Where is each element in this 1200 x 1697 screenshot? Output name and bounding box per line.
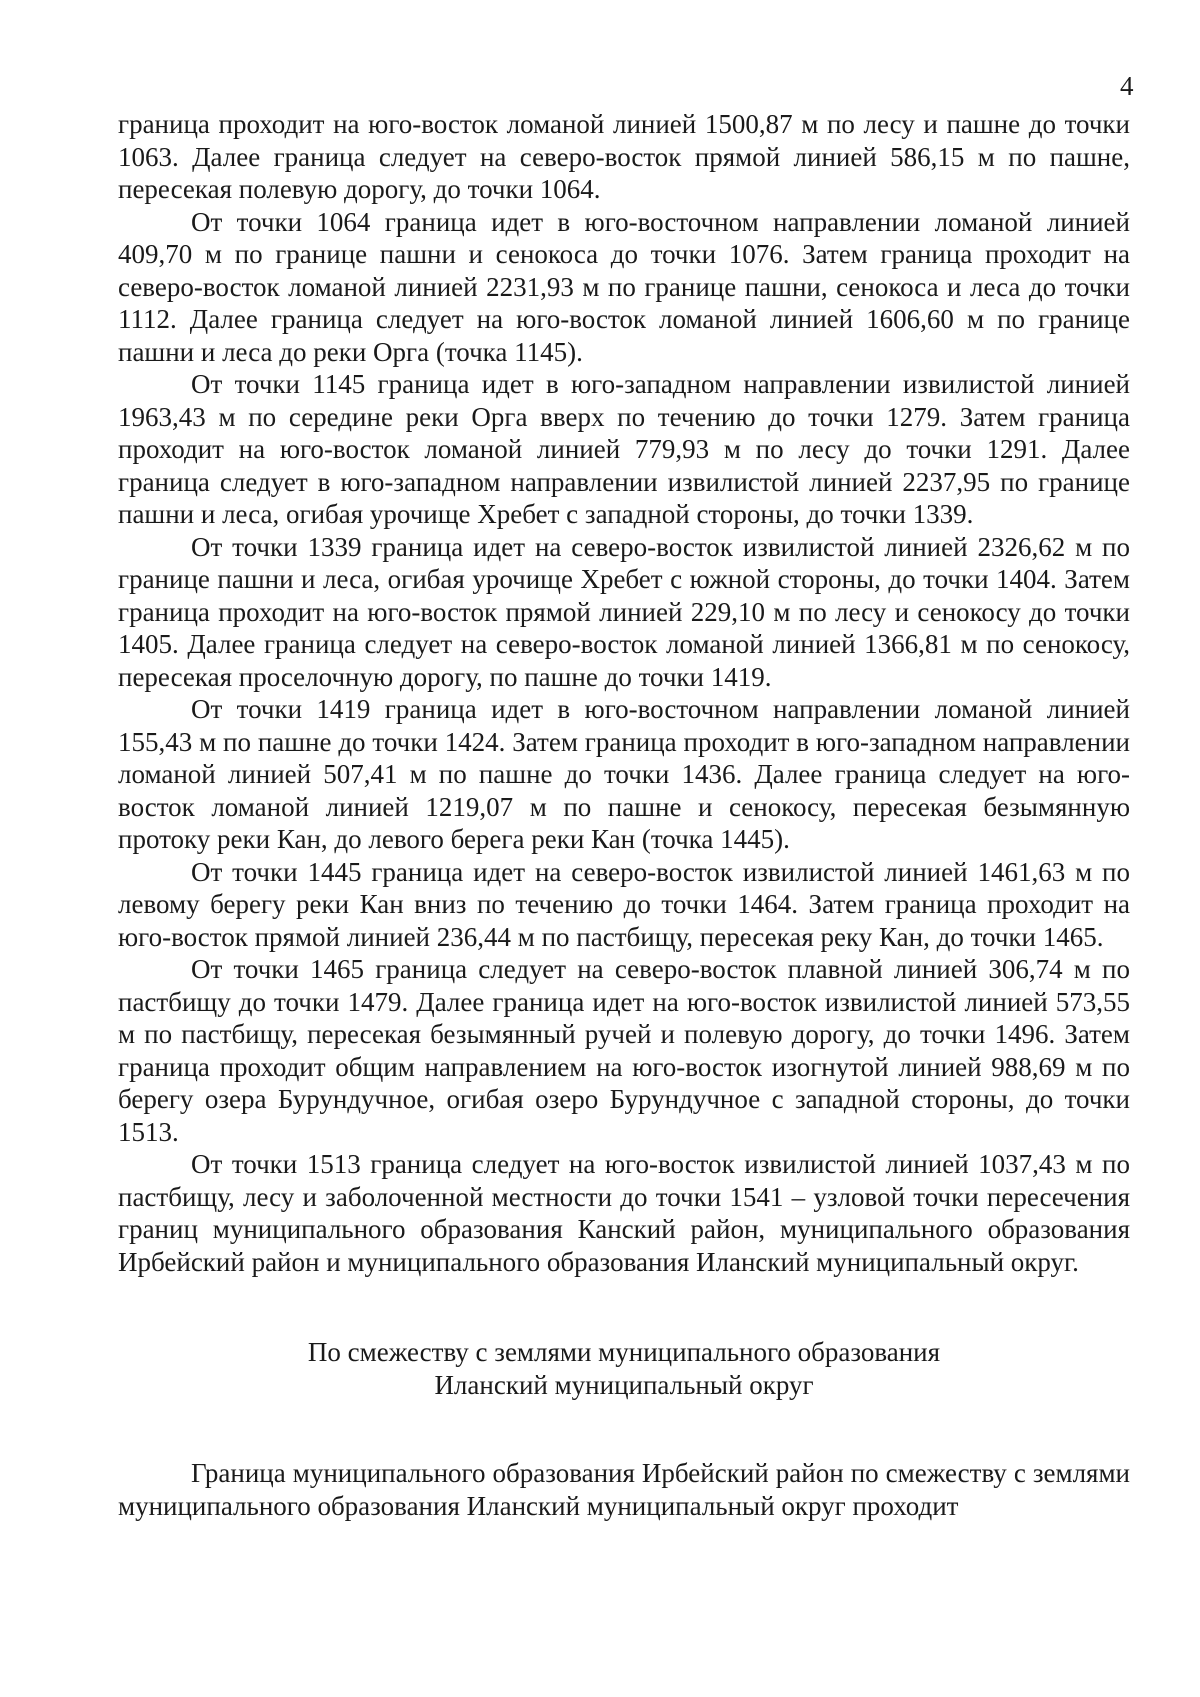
paragraph: От точки 1145 граница идет в юго-западном направлении извилистой линией 1963,43 м по середине реки Орга вверх по течению до точки 1279. Затем граница проходит на юго-восток ломаной линией 779,93 м по лесу до точки 1291. Далее граница следует в юго-западном направлении извилистой линией 2237,95 по границе пашни и леса, огибая урочище Хребет с западной стороны, до точки 1339.	[118, 369, 1130, 529]
paragraph: От точки 1445 граница идет на северо-восток извилистой линией 1461,63 м по левому берегу реки Кан вниз по течению до точки 1464. Затем граница проходит на юго-восток прямой линией 236,44 м по пастбищу, пересекая реку Кан, до точки 1465.	[118, 856, 1130, 952]
section-heading	[118, 1336, 1130, 1401]
paragraph: От точки 1513 граница следует на юго-восток извилистой линией 1037,43 м по пастбищу, лесу и заболоченной местности до точки 1541 – узловой точки пересечения границ муниципального образования Канский район, муниципального образования Ирбейский район и муниципального образования Иланский муниципальный округ.	[118, 1149, 1130, 1277]
closing-paragraph: Граница муниципального образования Ирбейский район по смежеству с землями муниципального образования Иланский муниципальный округ проходит	[118, 1458, 1130, 1521]
section-heading-line-2: Иланский муниципальный округ	[434, 1369, 814, 1400]
paragraph: От точки 1465 граница следует на северо-восток плавной линией 306,74 м по пастбищу до точки 1479. Далее граница идет на юго-восток извилистой линией 573,55 м по пастбищу, пересекая безымянный ручей и полевую дорогу, до точки 1496. Затем граница проходит общим направлением на юго-восток изогнутой линией 988,69 м по берегу озера Бурундучное, огибая озеро Бурундучное с западной стороны, до точки 1513.	[118, 954, 1130, 1147]
section-heading-line-1: По смежеству с землями муниципального образования	[307, 1337, 941, 1367]
page-number: 4	[1120, 71, 1134, 101]
paragraph-continuation: граница проходит на юго-восток ломаной линией 1500,87 м по лесу и пашне до точки 1063. Далее граница следует на северо-восток прямой линией 586,15 м по пашне, пересекая полевую дорогу, до точки 1064.	[118, 109, 1130, 204]
paragraph: От точки 1339 граница идет на северо-восток извилистой линией 2326,62 м по границе пашни и леса, огибая урочище Хребет с южной стороны, до точки 1404. Затем граница проходит на юго-восток прямой линией 229,10 м по лесу и сенокосу до точки 1405. Далее граница следует на северо-восток ломаной линией 1366,81 м по сенокосу, пересекая проселочную дорогу, по пашне до точки 1419.	[118, 531, 1130, 692]
document-body	[118, 108, 1130, 1522]
paragraph: От точки 1064 граница идет в юго-восточном направлении ломаной линией 409,70 м по границе пашни и сенокоса до точки 1076. Затем граница проходит на северо-восток ломаной линией 2231,93 м по границе пашни, сенокоса и леса до точки 1112. Далее граница следует на юго-восток ломаной линией 1606,60 м по границе пашни и леса до реки Орга (точка 1145).	[118, 206, 1130, 367]
paragraph: От точки 1419 граница идет в юго-восточном направлении ломаной линией 155,43 м по пашне до точки 1424. Затем граница проходит в юго-западном направлении ломаной линией 507,41 м по пашне до точки 1436. Далее граница следует на юго-восток ломаной линией 1219,07 м по пашне и сенокосу, пересекая безымянную протоку реки Кан, до левого берега реки Кан (точка 1445).	[118, 694, 1130, 854]
